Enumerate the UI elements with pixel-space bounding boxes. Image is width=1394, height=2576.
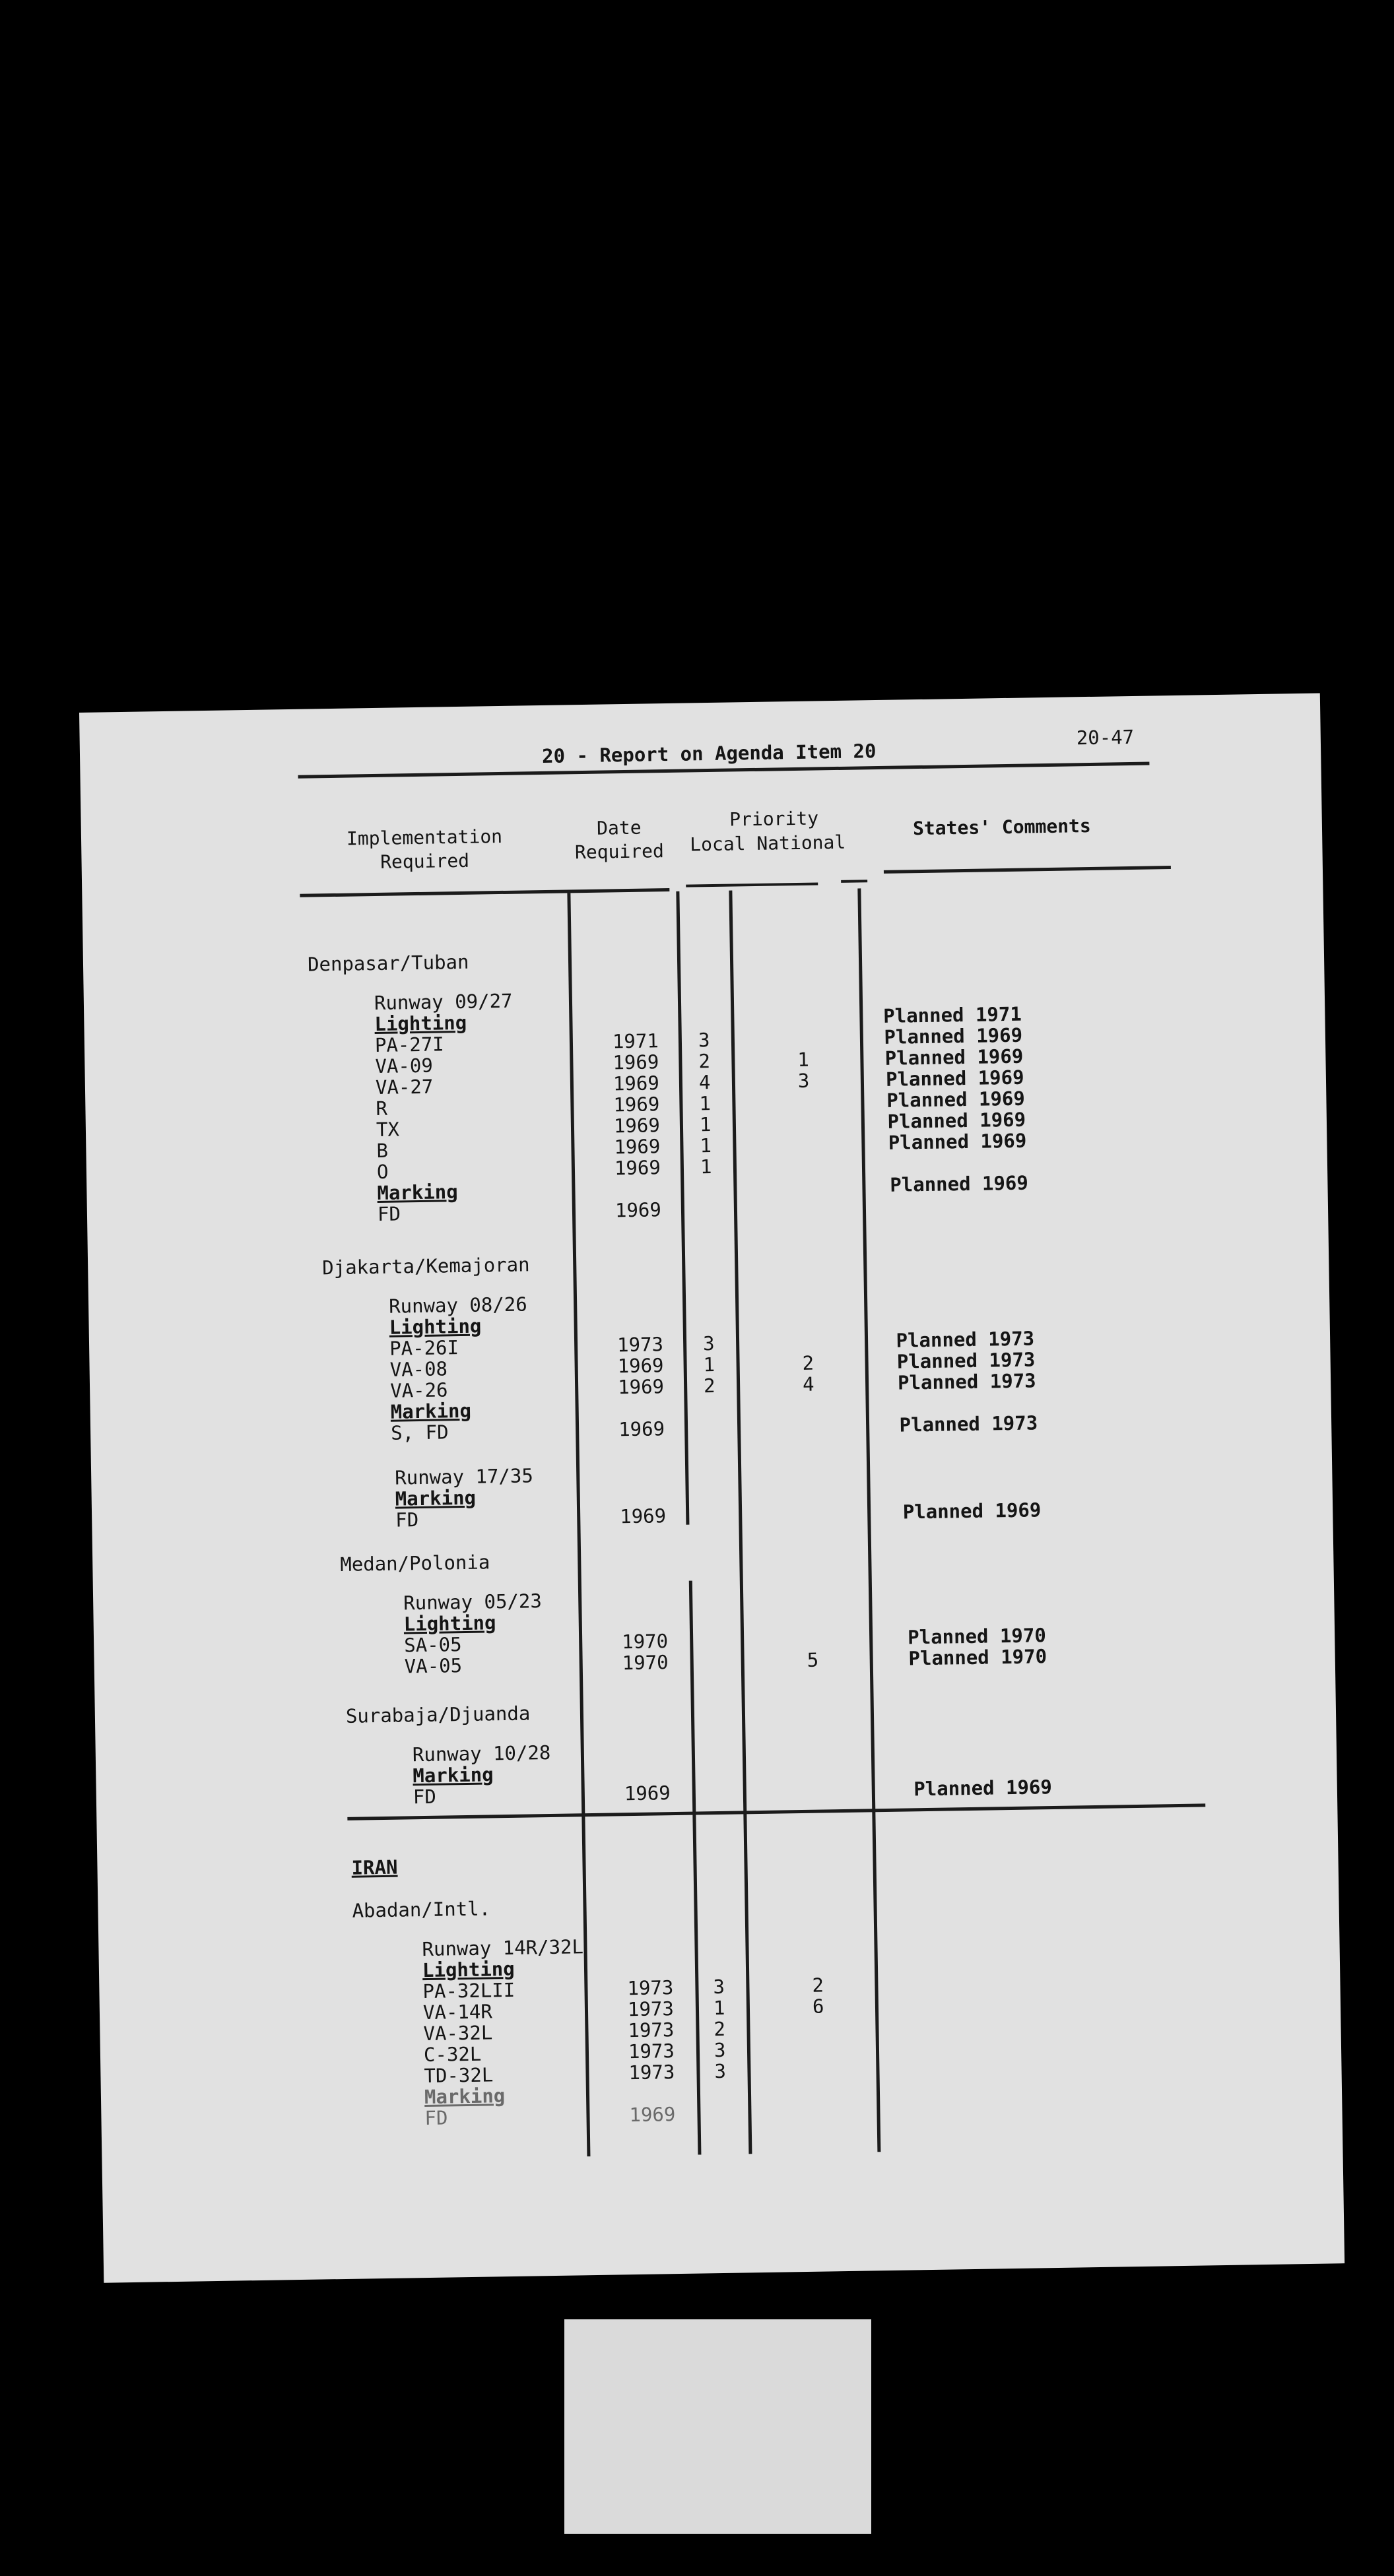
- row-priority-national: 4: [802, 1372, 814, 1396]
- row-priority-local: 3: [698, 1029, 710, 1052]
- row-priority-national: 2: [802, 1351, 814, 1374]
- row-label: TX: [376, 1118, 400, 1142]
- col-priority: Priority: [729, 807, 819, 831]
- row-label: VA-14R: [422, 2000, 493, 2024]
- col-rule-small: [841, 880, 867, 883]
- row-label: VA-32L: [423, 2021, 493, 2045]
- row-label: Marking: [377, 1180, 458, 1204]
- row-label: Marking: [390, 1399, 472, 1423]
- col-separator-1: [567, 893, 590, 2156]
- row-priority-local: 2: [703, 1374, 715, 1398]
- row-label: B: [376, 1139, 389, 1163]
- row-label: Denpasar/Tuban: [307, 950, 469, 976]
- row-date: 1973: [628, 2018, 675, 2042]
- col-separator-2a: [676, 891, 689, 1525]
- row-label: Marking: [413, 1763, 494, 1787]
- row-label: R: [376, 1097, 388, 1120]
- row-priority-national: 3: [797, 1069, 810, 1092]
- col-date-required: Date Required: [574, 816, 665, 864]
- document-page: [79, 693, 1344, 2282]
- row-comment: Planned 1969: [884, 1023, 1023, 1048]
- row-priority-local: 1: [703, 1353, 715, 1376]
- row-date: 1969: [617, 1375, 665, 1399]
- row-date: 1970: [622, 1651, 669, 1675]
- row-label: TD-32L: [424, 2063, 494, 2088]
- row-date: 1969: [613, 1114, 661, 1138]
- row-priority-local: 2: [698, 1050, 711, 1073]
- row-label: Lighting: [389, 1314, 482, 1339]
- row-priority-local: 3: [714, 2038, 726, 2062]
- row-priority-local: 1: [699, 1113, 712, 1136]
- row-label: FD: [377, 1202, 401, 1225]
- row-label: FD: [395, 1508, 419, 1531]
- col-rule-right: [884, 866, 1171, 874]
- row-label: VA-08: [389, 1357, 448, 1381]
- row-priority-local: 4: [698, 1071, 711, 1094]
- row-label: Marking: [424, 2084, 506, 2109]
- page-number: 20-47: [1076, 725, 1135, 750]
- row-comment: Planned 1973: [896, 1327, 1035, 1352]
- row-label: VA-05: [404, 1654, 463, 1678]
- row-label: VA-09: [375, 1054, 434, 1078]
- row-label: Runway 14R/32L: [422, 1935, 584, 1961]
- row-date: 1969: [613, 1093, 660, 1116]
- col-separator-2b: [689, 1581, 702, 2155]
- row-priority-local: 1: [713, 1996, 725, 2020]
- col-implementation: Implementation Required: [346, 825, 503, 873]
- row-comment: Planned 1970: [908, 1645, 1047, 1670]
- row-label: Runway 09/27: [374, 989, 513, 1015]
- row-comment: Planned 1969: [902, 1498, 1042, 1524]
- row-date: 1969: [614, 1135, 661, 1159]
- row-label: Medan/Polonia: [340, 1551, 490, 1576]
- paper-slip: [564, 2319, 871, 2534]
- row-label: Surabaja/Djuanda: [345, 1702, 531, 1727]
- row-date: 1973: [628, 2040, 675, 2063]
- row-label: PA-27I: [374, 1033, 444, 1057]
- row-comment: Planned 1973: [899, 1411, 1038, 1436]
- col-separator-4: [857, 888, 880, 2152]
- row-label: IRAN: [351, 1855, 398, 1879]
- row-priority-local: 3: [714, 2059, 727, 2083]
- row-priority-local: 1: [700, 1134, 712, 1157]
- row-priority-national: 6: [812, 1995, 824, 2018]
- report-title: 20 - Report on Agenda Item 20: [541, 740, 877, 767]
- row-comment: Planned 1969: [890, 1171, 1029, 1196]
- row-comment: Planned 1969: [886, 1087, 1026, 1112]
- row-comment: Planned 1969: [885, 1066, 1024, 1091]
- row-label: PA-32LII: [422, 1978, 515, 2003]
- row-label: Lighting: [374, 1011, 467, 1036]
- row-comment: Planned 1969: [888, 1129, 1027, 1154]
- row-date: 1969: [614, 1198, 662, 1222]
- row-date: 1969: [629, 2103, 676, 2127]
- row-label: S, FD: [390, 1421, 449, 1444]
- row-priority-national: 2: [812, 1974, 824, 1997]
- row-date: 1969: [613, 1072, 660, 1095]
- row-label: Abadan/Intl.: [352, 1897, 491, 1922]
- row-label: C-32L: [423, 2042, 482, 2067]
- row-priority-local: 2: [714, 2017, 726, 2041]
- row-label: Marking: [395, 1486, 477, 1510]
- row-comment: Planned 1969: [884, 1045, 1024, 1070]
- col-local-national: Local National: [689, 831, 846, 856]
- section-rule: [347, 1803, 1205, 1820]
- row-date: 1973: [627, 1997, 675, 2021]
- col-separator-3: [729, 890, 752, 2154]
- row-date: 1969: [619, 1504, 667, 1528]
- row-date: 1971: [612, 1029, 659, 1053]
- row-label: Runway 08/26: [388, 1293, 527, 1318]
- row-priority-local: 3: [702, 1332, 715, 1355]
- row-date: 1969: [617, 1354, 664, 1378]
- row-priority-national: 1: [797, 1048, 810, 1071]
- row-label: FD: [413, 1785, 437, 1809]
- row-comment: Planned 1973: [896, 1348, 1036, 1373]
- row-label: Runway 17/35: [395, 1464, 534, 1489]
- row-label: Lighting: [403, 1611, 496, 1636]
- row-date: 1969: [624, 1782, 671, 1805]
- row-label: VA-26: [389, 1378, 448, 1402]
- row-date: 1973: [628, 2061, 675, 2084]
- row-label: Runway 10/28: [412, 1741, 551, 1766]
- row-date: 1973: [616, 1333, 664, 1357]
- row-date: 1969: [613, 1050, 659, 1074]
- row-date: 1969: [614, 1156, 661, 1180]
- row-comment: Planned 1969: [887, 1108, 1026, 1133]
- row-comment: Planned 1969: [913, 1776, 1053, 1801]
- row-label: Lighting: [422, 1957, 515, 1982]
- col-states-comments: States' Comments: [912, 814, 1092, 840]
- row-priority-national: 5: [807, 1648, 819, 1671]
- row-label: SA-05: [403, 1633, 462, 1657]
- row-label: O: [376, 1160, 389, 1183]
- row-priority-local: 3: [713, 1975, 725, 1999]
- row-label: FD: [424, 2106, 448, 2130]
- row-comment: Planned 1970: [908, 1624, 1047, 1649]
- row-date: 1970: [621, 1630, 669, 1654]
- row-label: Djakarta/Kemajoran: [321, 1253, 530, 1279]
- col-rule-left: [300, 888, 669, 897]
- row-label: VA-27: [375, 1075, 434, 1099]
- row-priority-local: 1: [700, 1155, 712, 1178]
- row-comment: Planned 1973: [897, 1369, 1036, 1394]
- row-label: PA-26I: [389, 1336, 459, 1360]
- row-priority-local: 1: [699, 1092, 712, 1115]
- row-label: Runway 05/23: [403, 1590, 543, 1615]
- col-rule-priority: [686, 882, 818, 887]
- row-date: 1973: [627, 1976, 674, 2000]
- row-comment: Planned 1971: [882, 1002, 1022, 1027]
- row-date: 1969: [618, 1417, 665, 1441]
